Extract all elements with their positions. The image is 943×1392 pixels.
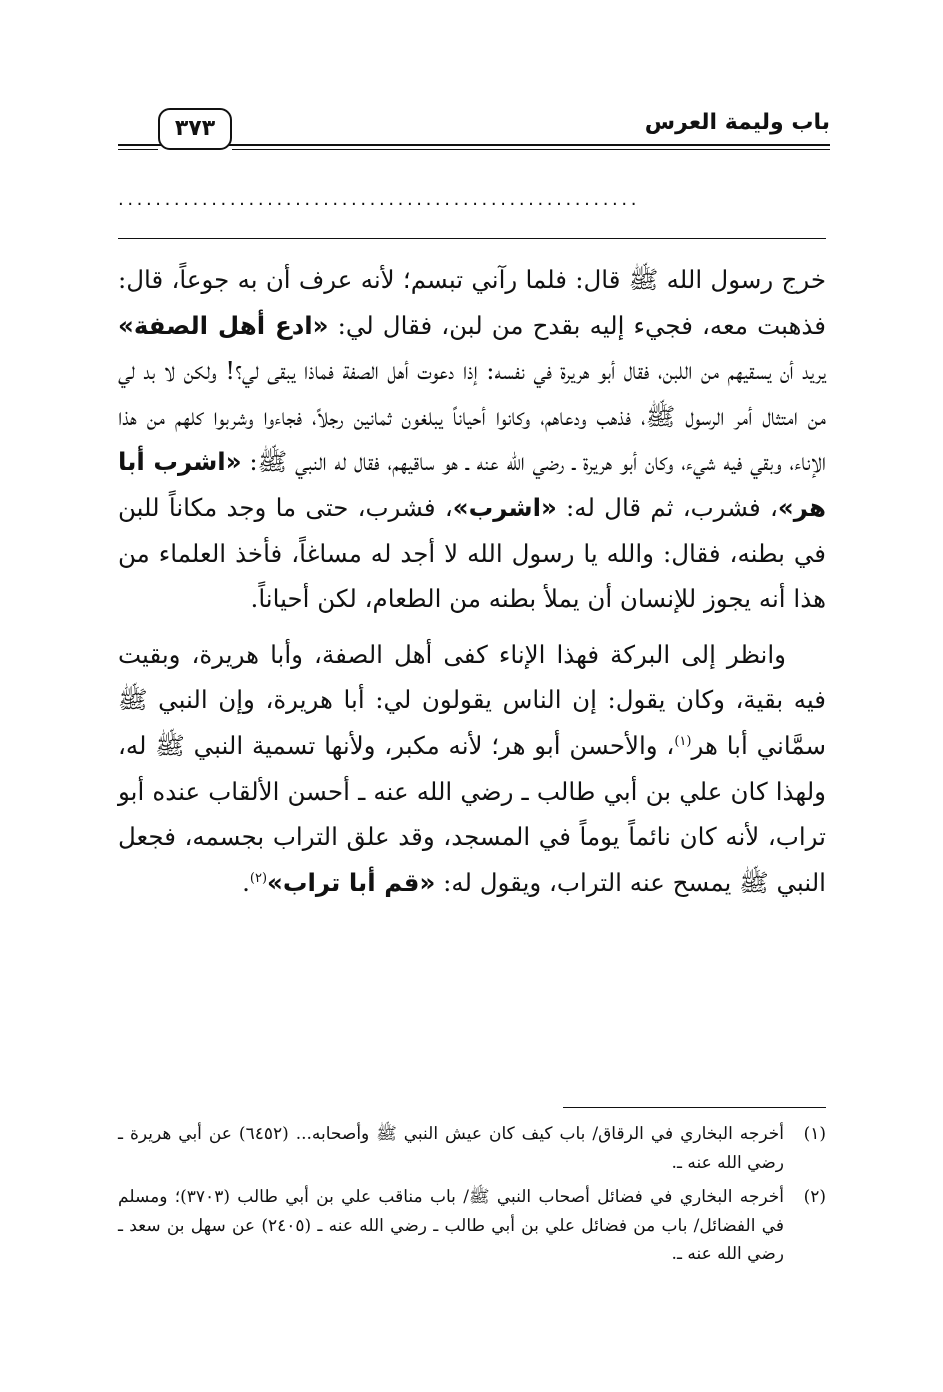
text-run: وانظر إلى البركة فهذا الإناء كفى أهل الصفة، وأبا هريرة، وبقيت فيه بقية، وكان يقول: إن الناس يقولون لي: أبا هريرة، وإن النبي ﷺ سمَّاني أبا هر xyxy=(118,639,826,760)
text-run: خرج رسول الله ﷺ قال: فلما رآني تبسم؛ لأنه عرف أن به جوعاً، قال: فذهبت معه، فجيء إليه بقدح من لبن، فقال لي: xyxy=(118,265,827,340)
quote-text: «قم أبا تراب» xyxy=(267,867,436,897)
footnote-text: أخرجه البخاري في الرقاق/ باب كيف كان عيش النبي ﷺ وأصحابه... (٦٤٥٢) عن أبي هريرة ـ رضي الله عنه ـ. xyxy=(118,1124,784,1173)
footnote xyxy=(118,1183,826,1269)
quote-text: «ادع أهل الصفة» xyxy=(118,310,329,340)
paragraph xyxy=(118,257,826,622)
main-text xyxy=(118,257,826,905)
quote-text: «اشرب» xyxy=(452,492,557,522)
footnote xyxy=(118,1120,826,1177)
footnote-marker: (٢) xyxy=(249,870,268,886)
text-run: ، فشرب، حتى ما وجد مكاناً للبن في بطنه، فقال: والله يا رسول الله لا أجد له مساغاً، فأخذ العلماء من هذا أنه يجوز للإنسان أن يملأ بطنه من الطعام، لكن أحياناً. xyxy=(118,492,826,614)
text-run: يريد أن يسقيهم من اللبن، فقال أبو هريرة في نفسه: إذا دعوت أهل الصفة فماذا يبقى لي؟! ولكن لا بد لي من امتثال أمر الرسول ﷺ، فذهب ودعاهم، وكانوا أحياناً يبلغون ثمانين رجلاً، فجاءوا وشربوا كلهم من هذا الإناء، وبقي فيه شيء، وكان أبو هريرة ـ رضي الله عنه ـ هو ساقيهم، فقال له النبي ﷺ: xyxy=(118,356,826,477)
paragraph xyxy=(118,632,826,906)
quote-text: «اشرب أبا هر» xyxy=(118,447,826,522)
content-top-rule xyxy=(118,238,826,239)
page-number: ٣٧٣ xyxy=(158,108,232,150)
header-rule-left xyxy=(118,149,158,150)
text-run: ، فشرب، ثم قال له: xyxy=(556,492,778,522)
footnote-number: (١) xyxy=(803,1124,826,1144)
dotted-separator: ........................................................ xyxy=(118,192,641,208)
text-run: ، والأحسن أبو هر؛ لأنه مكبر، ولأنها تسمية النبي ﷺ له، ولهذا كان علي بن أبي طالب ـ رضي الله عنه ـ أحسن الألقاب عنده أبو تراب، لأنه كان نائماً يوماً في المسجد، وقد علق التراب بجسمه، فجعل النبي ﷺ يمسح عنه التراب، ويقول له: xyxy=(118,730,826,897)
footnotes xyxy=(118,1120,826,1275)
header-rule-right xyxy=(232,149,830,150)
footnote-marker: (١) xyxy=(674,733,692,749)
footnote-text: أخرجه البخاري في فضائل أصحاب النبي ﷺ/ باب مناقب علي بن أبي طالب (٣٧٠٣)؛ ومسلم في الفضائل/ باب من فضائل علي بن أبي طالب ـ رضي الله عنه ـ (٢٤٠٥) عن سهل بن سعد ـ رضي الله عنه ـ. xyxy=(118,1187,784,1264)
running-header xyxy=(118,104,830,154)
chapter-title: باب وليمة العرس xyxy=(644,110,830,135)
footnote-number: (٢) xyxy=(803,1187,826,1207)
text-run: . xyxy=(242,867,250,897)
footnote-rule xyxy=(563,1107,826,1108)
